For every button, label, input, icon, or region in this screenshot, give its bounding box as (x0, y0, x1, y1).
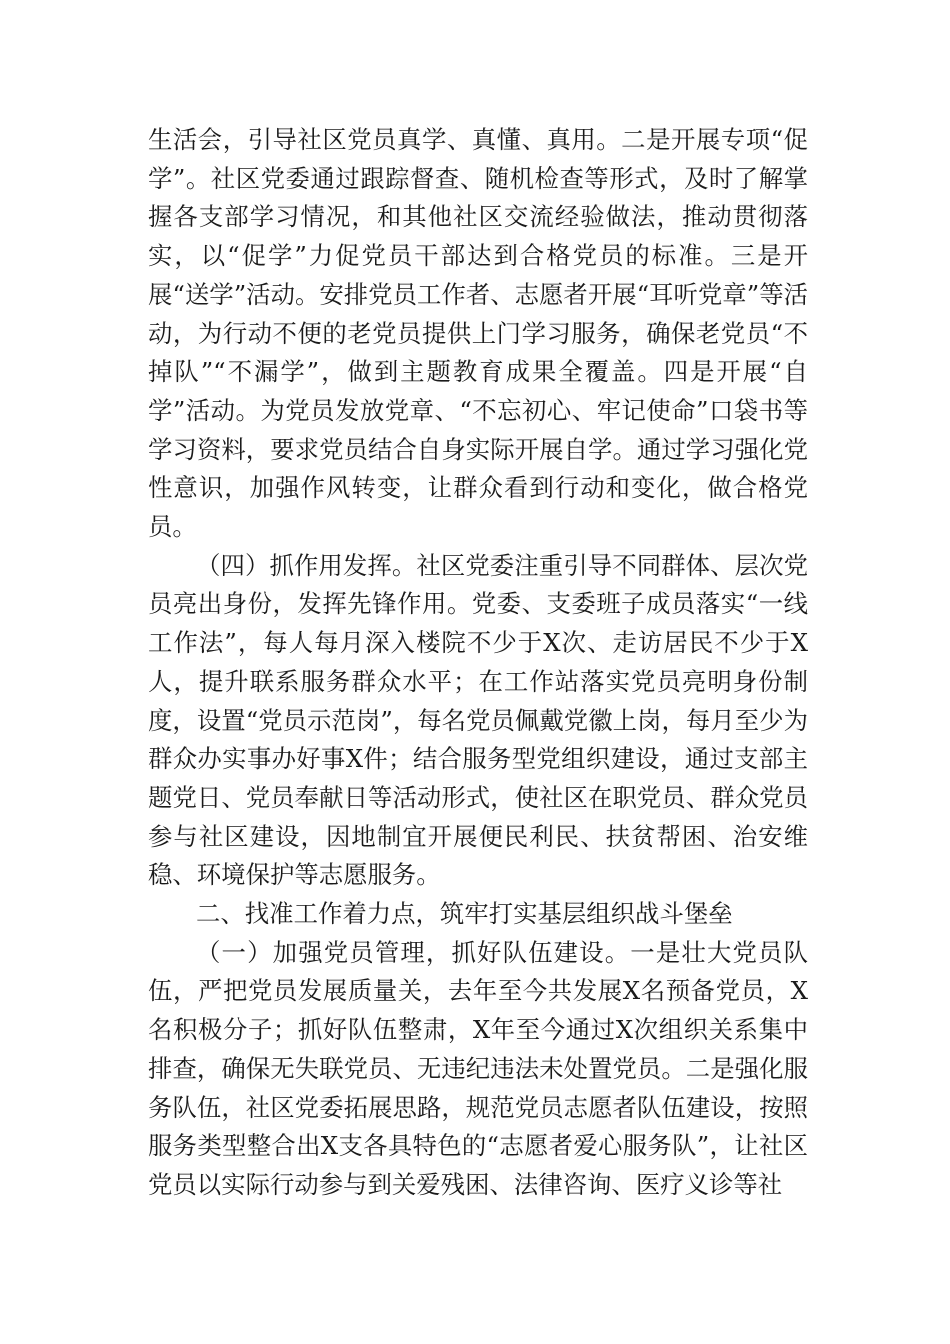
document-body (148, 121, 808, 1205)
section-heading-two: 二、找准工作着力点，筑牢打实基层组织战斗堡垒 (196, 899, 733, 929)
paragraph-role-play: （四）抓作用发挥。社区党委注重引导不同群体、层次党员亮出身份，发挥先锋作用。党委、支委班子成员落实“一线工作法”，每人每月深入楼院不少于X次、走访居民不少于X人，提升联系服务群众水平；在工作站落实党员亮明身份制度，设置“党员示范岗”，每名党员佩戴党徽上岗，每月至少为群众办实事办好事X件；结合服务型党组织建设，通过支部主题党日、党员奉献日等活动形式，使社区在职党员、群众党员参与社区建设，因地制宜开展便民利民、扶贫帮困、治安维稳、环境保护等志愿服务。 (148, 550, 808, 890)
paragraph-study-activities: 生活会，引导社区党员真学、真懂、真用。二是开展专项“促学”。社区党委通过跟踪督查、随机检查等形式，及时了解掌握各支部学习情况，和其他社区交流经验做法，推动贯彻落实，以“促学”力促党员干部达到合格党员的标准。三是开展“送学”活动。安排党员工作者、志愿者开展“耳听党章”等活动，为行动不便的老党员提供上门学习服务，确保老党员“不掉队”“不漏学”，做到主题教育成果全覆盖。四是开展“自学”活动。为党员发放党章、“不忘初心、牢记使命”口袋书等学习资料，要求党员结合自身实际开展自学。通过学习强化党性意识，加强作风转变，让群众看到行动和变化，做合格党员。 (148, 125, 808, 542)
paragraph-member-management: （一）加强党员管理，抓好队伍建设。一是壮大党员队伍，严把党员发展质量关，去年至今共发展X名预备党员，X名积极分子；抓好队伍整肃，X年至今通过X次组织关系集中排查，确保无失联党员、无违纪违法未处置党员。二是强化服务队伍，社区党委拓展思路，规范党员志愿者队伍建设，按照服务类型整合出X支各具特色的“志愿者爱心服务队”，让社区党员以实际行动参与到关爱残困、法律咨询、医疗义诊等社 (148, 937, 808, 1199)
